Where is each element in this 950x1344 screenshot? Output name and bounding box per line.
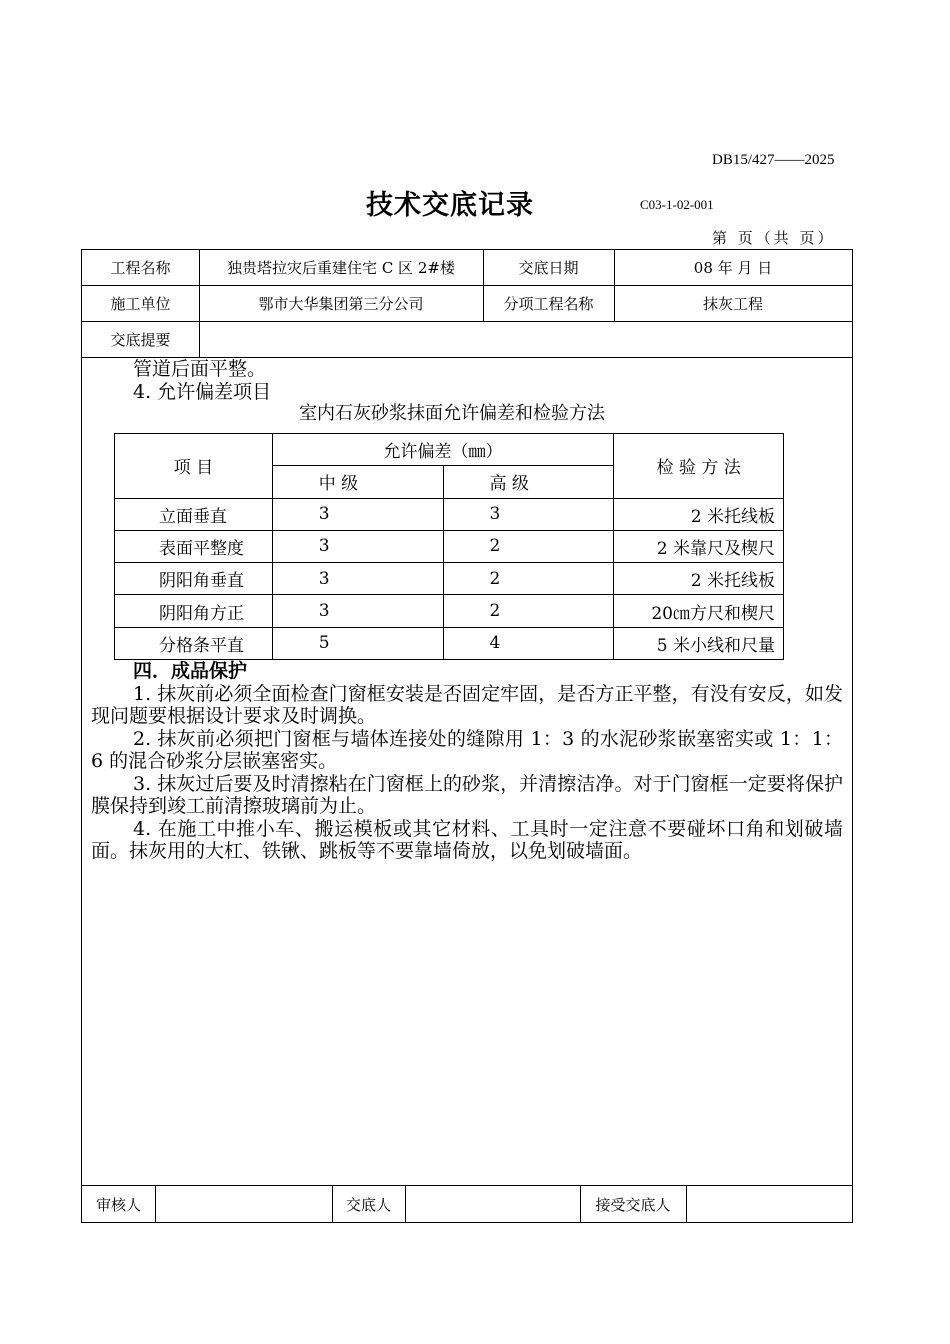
header-mid: 中 级 — [272, 466, 443, 498]
paragraph: 3. 抹灰过后要及时清擦粘在门窗框上的砂浆，并清擦洁净。对于门窗框一定要将保护膜保持到竣工前清擦玻璃前为止。 — [91, 772, 843, 817]
date-value: 08 年 月 日 — [693, 259, 773, 277]
row-high: 2 — [443, 563, 614, 595]
document-title: 技术交底记录 — [366, 190, 534, 221]
receiver-label: 接受交底人 — [595, 1195, 671, 1214]
table-row — [115, 530, 784, 562]
col-divider — [155, 1185, 156, 1223]
row-method: 2 米托线板 — [614, 563, 784, 595]
row-method: 2 米靠尺及楔尺 — [614, 530, 784, 562]
row-high: 4 — [443, 627, 614, 659]
row-mid: 3 — [272, 530, 443, 562]
summary-label: 交底提要 — [110, 330, 171, 349]
disclosure-content — [91, 358, 843, 426]
date-label: 交底日期 — [518, 259, 579, 277]
header-method: 检 验 方 法 — [614, 434, 784, 499]
table-row — [115, 627, 784, 659]
row-item: 立面垂直 — [115, 498, 273, 530]
content-heading: 4. 允许偏差项目 — [133, 380, 272, 403]
table-row — [115, 498, 784, 530]
header-high: 高 级 — [443, 466, 614, 498]
col-divider — [405, 1185, 406, 1223]
row-high: 2 — [443, 530, 614, 562]
section-heading: 四．成品保护 — [133, 660, 248, 682]
table-title: 室内石灰砂浆抹面允许偏差和检验方法 — [299, 403, 605, 424]
project-name-label: 工程名称 — [110, 259, 171, 277]
row-method: 5 米小线和尺量 — [614, 627, 784, 659]
unit-label: 施工单位 — [110, 294, 171, 313]
header-item: 项 目 — [115, 434, 273, 499]
content-line: 管道后面平整。 — [133, 358, 267, 380]
row-mid: 3 — [272, 498, 443, 530]
table-row — [115, 563, 784, 595]
row-high: 2 — [443, 595, 614, 627]
reviewer-label: 审核人 — [95, 1195, 141, 1214]
project-name-value: 独贵塔拉灾后重建住宅 C 区 2#楼 — [227, 259, 455, 277]
paragraph: 1. 抹灰前必须全面检查门窗框安装是否固定牢固，是否方正平整，有没有安反，如发现问题要根据设计要求及时调换。 — [91, 682, 843, 727]
row-item: 阴阳角垂直 — [115, 563, 273, 595]
paragraph: 4. 在施工中推小车、搬运模板或其它材料、工具时一定注意不要碰坏口角和划破墙面。抹灰用的大杠、铁锹、跳板等不要靠墙倚放，以免划破墙面。 — [91, 817, 843, 862]
row-mid: 3 — [272, 563, 443, 595]
tolerance-table — [114, 433, 784, 660]
row-divider — [82, 1185, 852, 1186]
standard-number: DB15/427——2025 — [712, 152, 835, 168]
discloser-label: 交底人 — [345, 1195, 391, 1214]
row-item: 表面平整度 — [115, 530, 273, 562]
row-method: 20㎝方尺和楔尺 — [614, 595, 784, 627]
header-tolerance: 允许偏差（㎜） — [272, 434, 613, 466]
unit-value: 鄂市大华集团第三分公司 — [258, 294, 424, 313]
protection-section — [91, 660, 843, 863]
form-code: C03-1-02-001 — [640, 197, 714, 212]
col-divider — [686, 1185, 687, 1223]
page-number: 第 页（共 页） — [712, 229, 836, 247]
row-high: 3 — [443, 498, 614, 530]
row-method: 2 米托线板 — [614, 498, 784, 530]
row-item: 分格条平直 — [115, 627, 273, 659]
row-item: 阴阳角方正 — [115, 595, 273, 627]
row-mid: 3 — [272, 595, 443, 627]
paragraph: 2. 抹灰前必须把门窗框与墙体连接处的缝隙用 1：3 的水泥砂浆嵌塞密实或 1：1：6 的混合砂浆分层嵌塞密实。 — [91, 727, 843, 772]
table-row — [115, 595, 784, 627]
row-mid: 5 — [272, 627, 443, 659]
subproject-value: 抹灰工程 — [702, 294, 763, 313]
subproject-label: 分项工程名称 — [503, 294, 594, 313]
